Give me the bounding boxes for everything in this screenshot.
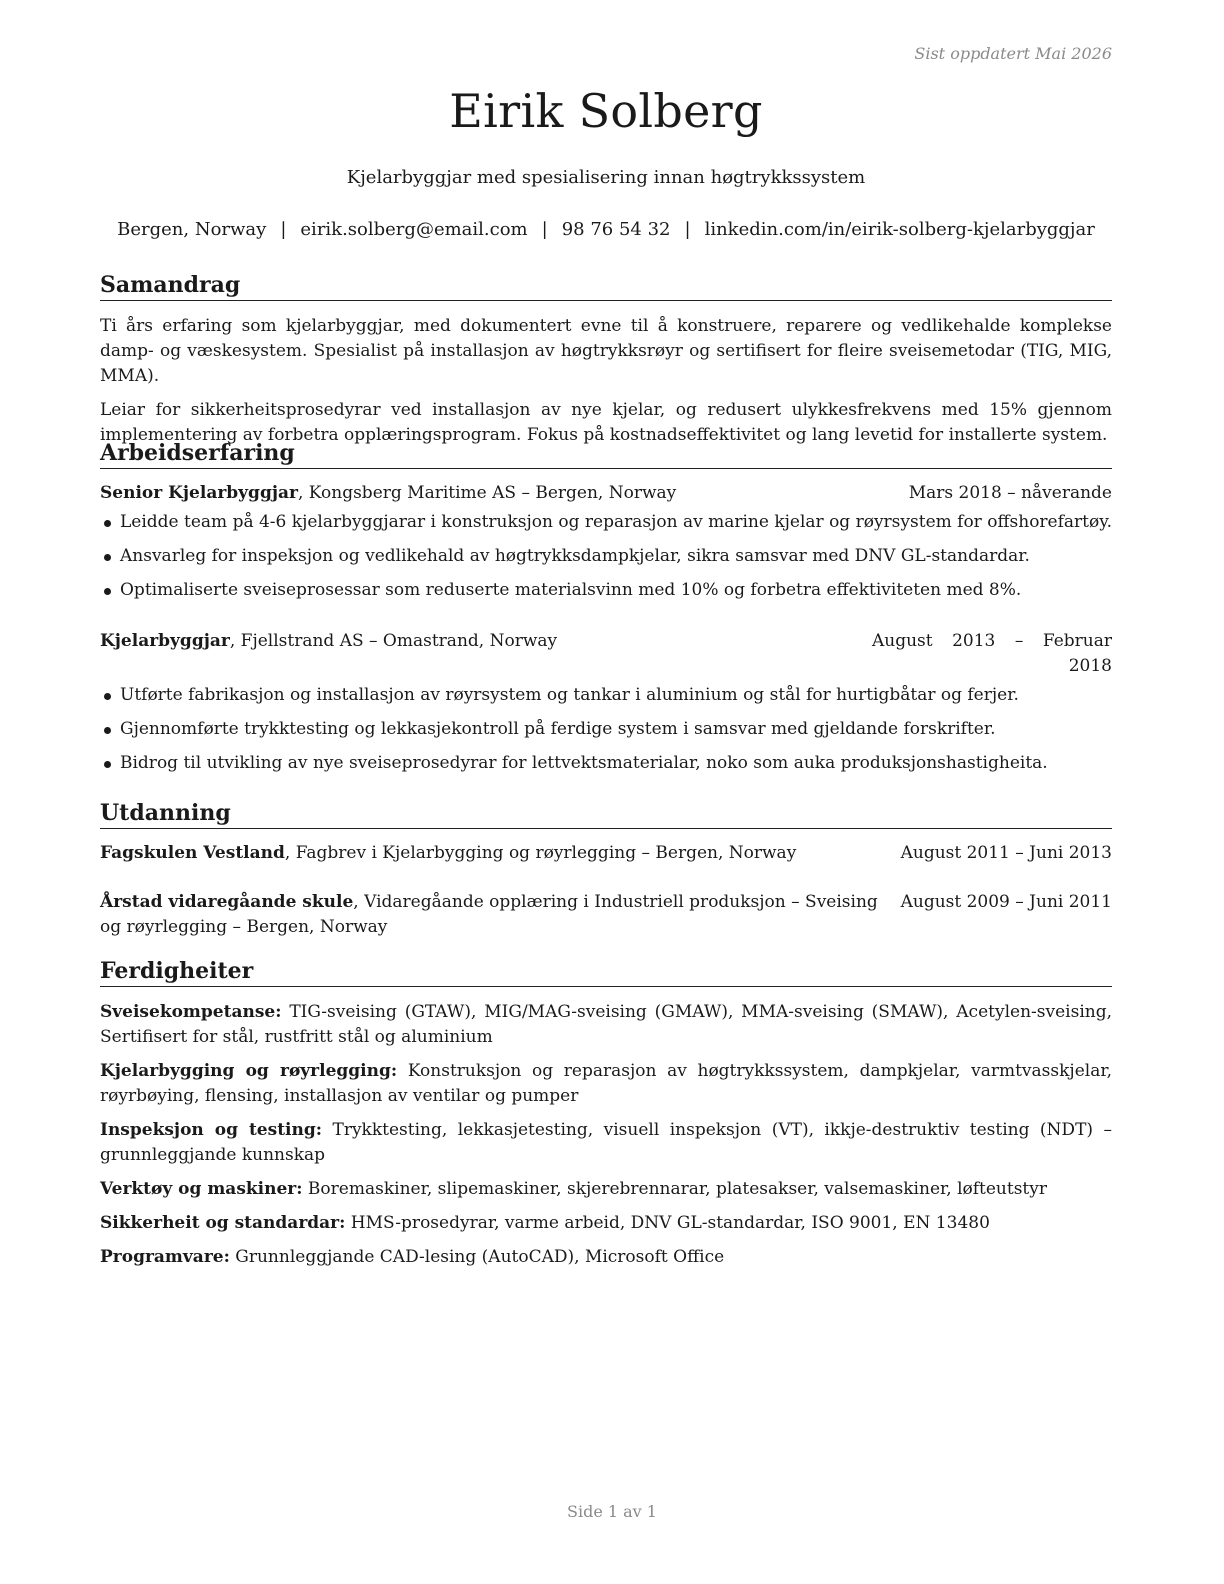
job-header <box>100 629 1112 679</box>
skill-label: Sikkerheit og standardar: <box>100 1213 346 1233</box>
education-item <box>100 841 1112 866</box>
job-dates-line: August 2013 – Februar <box>872 631 1112 651</box>
job-bullet: Ansvarleg for inspeksjon og vedlikehald av høgtrykksdampkjelar, sikra samsvar med DNV GL-standardar. <box>100 544 1112 569</box>
education-item <box>100 890 1112 940</box>
candidate-name: Eirik Solberg <box>449 84 763 138</box>
skill-label: Programvare: <box>100 1247 230 1267</box>
education-section <box>100 798 1112 940</box>
job-bullet: Gjennomførte trykktesting og lekkasjekontroll på ferdige system i samsvar med gjeldande forskrifter. <box>100 717 1112 742</box>
page-number: Side 1 av 1 <box>567 1502 657 1521</box>
summary-section <box>100 270 1112 448</box>
job-role: Senior Kjelarbyggjar <box>100 483 298 503</box>
contact-linkedin[interactable]: linkedin.com/in/eirik-solberg-kjelarbyggjar <box>704 219 1095 240</box>
job-employer: , Fjellstrand AS – Omastrand, Norway <box>229 631 558 651</box>
skill-label: Verktøy og maskiner: <box>100 1179 303 1199</box>
job-header <box>100 481 1112 506</box>
education-dates: August 2011 – Juni 2013 <box>900 843 1112 863</box>
skill-line <box>100 1245 1112 1270</box>
job-dates <box>872 629 1112 679</box>
job-bullet: Leidde team på 4-6 kjelarbyggjarar i konstruksjon og reparasjon av marine kjelar og røyrsystem for offshorefartøy. <box>100 510 1112 535</box>
education-detail: , Fagbrev i Kjelarbygging og røyrlegging – Bergen, Norway <box>284 843 797 863</box>
job-bullets <box>100 683 1112 776</box>
candidate-tagline: Kjelarbyggjar med spesialisering innan høgtrykkssystem <box>346 167 866 188</box>
summary-paragraph: Leiar for sikkerheitsprosedyrar ved installasjon av nye kjelar, og redusert ulykkesfrekvens med 15% gjennom implementering av forbetra opplæringsprogram. Fokus på kostnadseffektivitet og lang levetid for installerte system. <box>100 400 1112 445</box>
last-updated: Sist oppdatert Mai 2026 <box>914 44 1112 63</box>
contact-location: Bergen, Norway <box>117 219 267 240</box>
skill-text: Grunnleggjande CAD-lesing (AutoCAD), Microsoft Office <box>229 1247 725 1267</box>
skill-text: TIG-sveising (GTAW), MIG/MAG-sveising (GMAW), MMA-sveising (SMAW), Acetylen-sveising, Sertifisert for stål, rustfritt stål og aluminium <box>100 1002 1112 1047</box>
contact-email[interactable]: eirik.solberg@email.com <box>300 219 528 240</box>
skill-label: Kjelarbygging og røyrlegging: <box>100 1061 398 1081</box>
skill-line <box>100 1118 1112 1168</box>
section-title-summary: Samandrag <box>100 270 1112 301</box>
job-bullet: Utførte fabrikasjon og installasjon av røyrsystem og tankar i aluminium og stål for hurtigbåtar og ferjer. <box>100 683 1112 708</box>
contact-separator: | <box>541 219 548 240</box>
job-role: Kjelarbyggjar <box>100 631 230 651</box>
job-bullet: Optimaliserte sveiseprosessar som reduserte materialsvinn med 10% og forbetra effektiviteten med 8%. <box>100 578 1112 603</box>
contact-separator: | <box>684 219 691 240</box>
skill-line <box>100 1177 1112 1202</box>
education-school: Fagskulen Vestland <box>100 843 285 863</box>
section-title-experience: Arbeidserfaring <box>100 438 1112 469</box>
contact-separator: | <box>280 219 287 240</box>
skill-text: Trykktesting, lekkasjetesting, visuell inspeksjon (VT), ikkje-destruktiv testing (NDT) – grunnleggjande kunnskap <box>100 1120 1112 1165</box>
contact-phone: 98 76 54 32 <box>561 219 671 240</box>
contact-line <box>100 219 1112 240</box>
skills-section <box>100 956 1112 1270</box>
job-dates-line: 2018 <box>1068 656 1112 676</box>
skill-line <box>100 1059 1112 1109</box>
section-title-education: Utdanning <box>100 798 1112 829</box>
education-school: Årstad vidaregåande skule <box>100 892 354 912</box>
job-dates: Mars 2018 – nåverande <box>908 483 1112 503</box>
job-employer: , Kongsberg Maritime AS – Bergen, Norway <box>297 483 677 503</box>
skill-line <box>100 1211 1112 1236</box>
job-bullets <box>100 510 1112 603</box>
experience-section <box>100 438 1112 785</box>
education-dates: August 2009 – Juni 2011 <box>900 892 1112 912</box>
section-title-skills: Ferdigheiter <box>100 956 1112 987</box>
skill-text: HMS-prosedyrar, varme arbeid, DNV GL-standardar, ISO 9001, EN 13480 <box>345 1213 990 1233</box>
skill-text: Konstruksjon og reparasjon av høgtrykkssystem, dampkjelar, varmtvasskjelar, røyrbøying, flensing, installasjon av ventilar og pumper <box>100 1061 1112 1106</box>
skill-line <box>100 1000 1112 1050</box>
skill-text: Boremaskiner, slipemaskiner, skjerebrennarar, platesakser, valsemaskiner, løfteutstyr <box>302 1179 1047 1199</box>
skill-label: Inspeksjon og testing: <box>100 1120 323 1140</box>
summary-paragraph: Ti års erfaring som kjelarbyggjar, med dokumentert evne til å konstruere, reparere og vedlikehalde komplekse damp- og væskesystem. Spesialist på installasjon av høgtrykksrøyr og sertifisert for fleire sveisemetodar (TIG, MIG, MMA). <box>100 316 1112 386</box>
job-bullet: Bidrog til utvikling av nye sveiseprosedyrar for lettvektsmaterialar, noko som auka produksjonshastigheita. <box>100 751 1112 776</box>
skill-label: Sveisekompetanse: <box>100 1002 282 1022</box>
education-detail: , Vidaregåande opplæring i Industriell produksjon – Sveising og røyrlegging – Bergen, Norway <box>100 892 878 937</box>
